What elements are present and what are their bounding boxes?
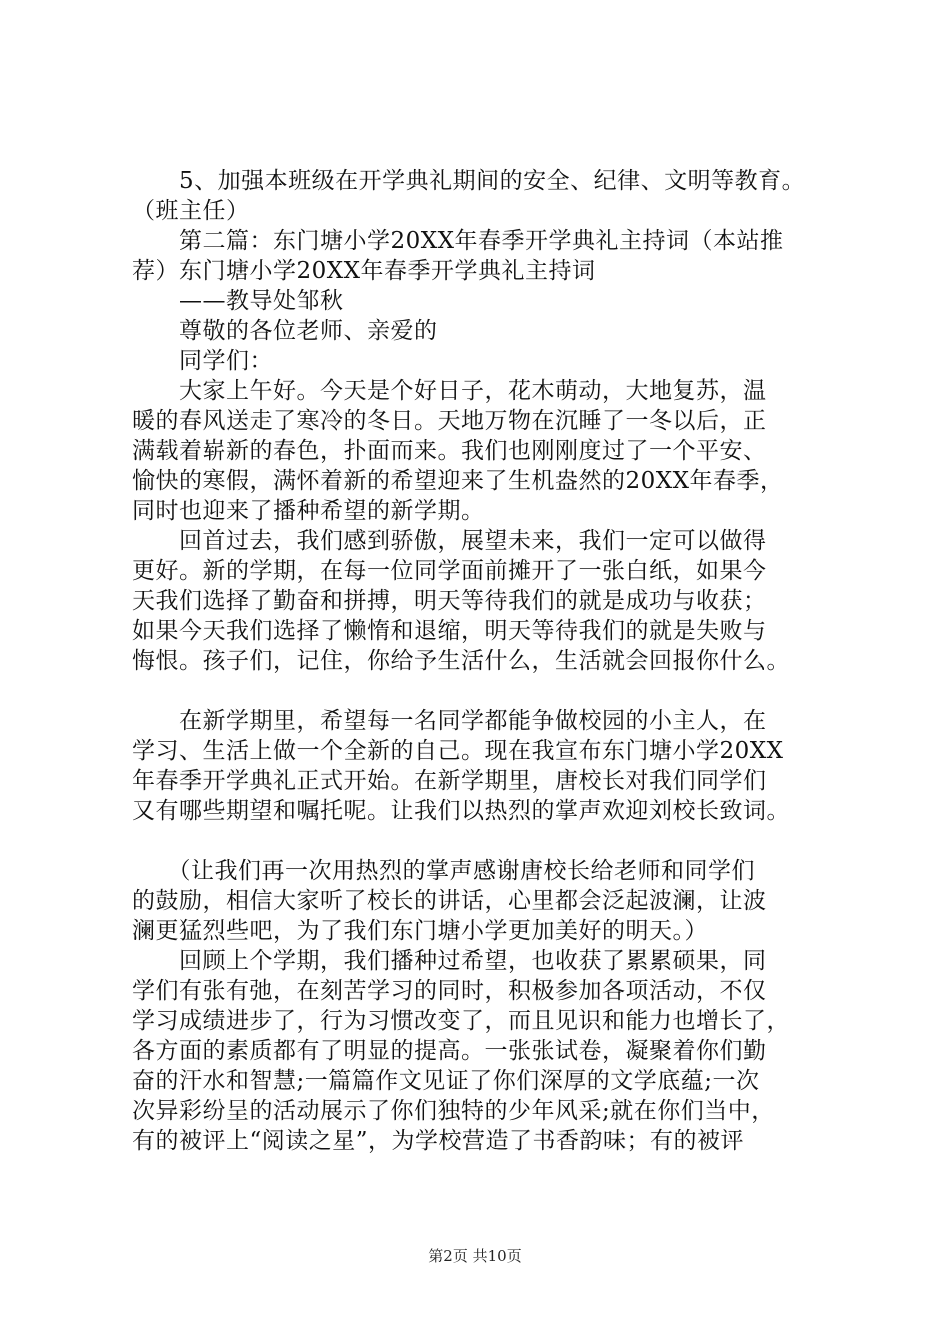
blank-line [132,826,846,856]
text-line: （班主任） [132,198,250,224]
salutation-line: 尊敬的各位老师、亲爱的 [132,318,438,344]
text-line: 又有哪些期望和嘱托呢。让我们以热烈的掌声欢迎刘校长致词。 [132,798,790,824]
text-line: 满载着崭新的春色，扑面而来。我们也刚刚度过了一个平安、 [132,438,767,464]
text-line: 有的被评上“阅读之星”，为学校营造了书香韵味；有的被评 [132,1128,745,1154]
text-line: 学习成绩进步了，行为习惯改变了，而且见识和能力也增长了， [132,1008,790,1034]
text-line: 年春季开学典礼正式开始。在新学期里，唐校长对我们同学们 [132,768,767,794]
salutation-line: 同学们： [132,348,273,374]
author-line: ——教导处邹秋 [132,288,344,314]
text-line: 奋的汗水和智慧;一篇篇作文见证了你们深厚的文学底蕴;一次 [132,1068,760,1094]
text-line: 澜更猛烈些吧，为了我们东门塘小学更加美好的明天。） [132,918,708,944]
text-line: 愉快的寒假，满怀着新的希望迎来了生机盎然的20XX年春季， [132,468,784,494]
page-number: 第2页 共10页 [428,1247,522,1265]
section-heading-line: 第二篇：东门塘小学20XX年春季开学典礼主持词（本站推 [132,228,784,254]
text-line: 学习、生活上做一个全新的自己。现在我宣布东门塘小学20XX [132,738,784,764]
text-line: 天我们选择了勤奋和拼搏，明天等待我们的就是成功与收获； [132,588,767,614]
document-body [132,166,846,1156]
section-heading-line: 荐）东门塘小学20XX年春季开学典礼主持词 [132,258,596,284]
text-line: 的鼓励，相信大家听了校长的讲话，心里都会泛起波澜，让波 [132,888,767,914]
page-footer [0,1246,950,1266]
text-line: 5、加强本班级在开学典礼期间的安全、纪律、文明等教育。 [132,168,806,194]
text-line: 悔恨。孩子们，记住，你给予生活什么，生活就会回报你什么。 [132,648,790,674]
text-line: 回首过去，我们感到骄傲，展望未来，我们一定可以做得 [132,528,767,554]
text-line: 在新学期里，希望每一名同学都能争做校园的小主人，在 [132,708,767,734]
text-line: 次异彩纷呈的活动展示了你们独特的少年风采;就在你们当中， [132,1098,775,1124]
text-line: 同时也迎来了播种希望的新学期。 [132,498,485,524]
text-line: 如果今天我们选择了懒惰和退缩，明天等待我们的就是失败与 [132,618,767,644]
text-line: 更好。新的学期，在每一位同学面前摊开了一张白纸，如果今 [132,558,767,584]
text-line: 学们有张有弛，在刻苦学习的同时，积极参加各项活动，不仅 [132,978,767,1004]
blank-line [132,676,846,706]
text-line: 回顾上个学期，我们播种过希望，也收获了累累硕果，同 [132,948,767,974]
text-line: （让我们再一次用热烈的掌声感谢唐校长给老师和同学们 [132,858,755,884]
text-line: 暖的春风送走了寒冷的冬日。天地万物在沉睡了一冬以后，正 [132,408,767,434]
text-line: 大家上午好。今天是个好日子，花木萌动，大地复苏，温 [132,378,767,404]
text-line: 各方面的素质都有了明显的提高。一张张试卷，凝聚着你们勤 [132,1038,767,1064]
